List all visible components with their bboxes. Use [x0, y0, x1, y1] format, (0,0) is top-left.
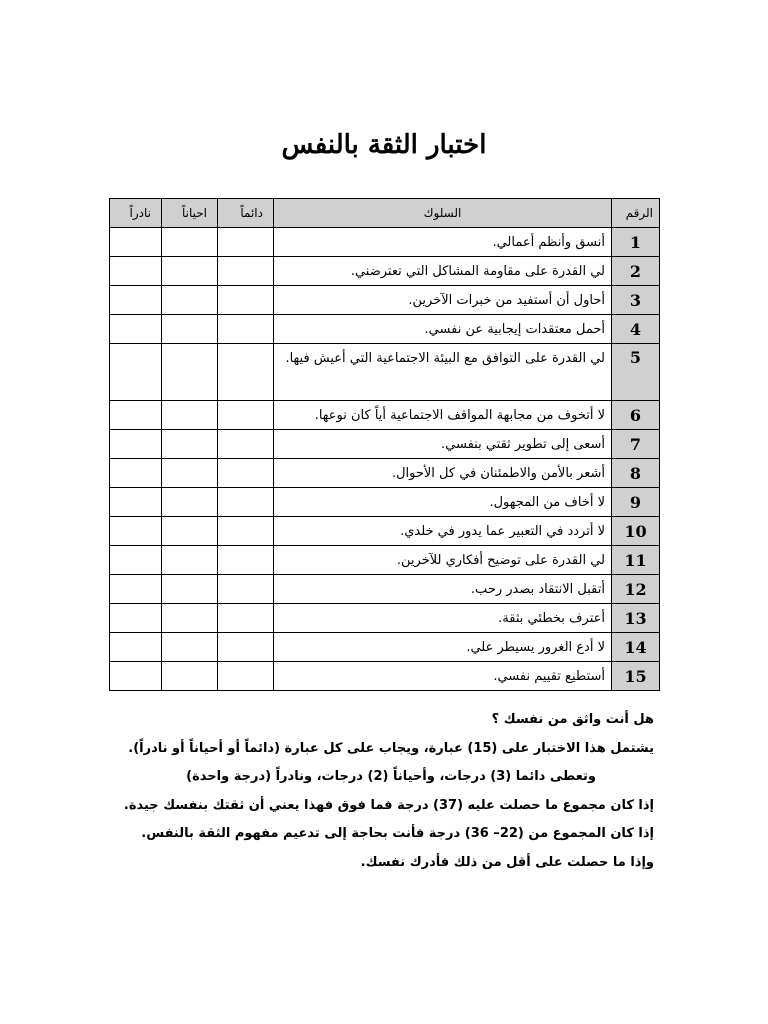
table-row [110, 546, 660, 575]
row-behavior: أسعى إلى تطوير ثقتي بنفسي. [274, 430, 612, 459]
answer-cell-always[interactable] [218, 344, 274, 401]
table-row [110, 344, 660, 401]
row-behavior: أحمل معتقدات إيجابية عن نفسي. [274, 315, 612, 344]
answer-cell-rarely[interactable] [110, 315, 162, 344]
row-number: 7 [612, 430, 660, 459]
answer-cell-rarely[interactable] [110, 604, 162, 633]
answer-cell-sometimes[interactable] [162, 517, 218, 546]
notes-line4: إذا كان المجموع من (22– 36) درجة فأنت بحاجة إلى تدعيم مفهوم الثقة بالنفس. [141, 826, 654, 841]
scoring-notes [94, 706, 654, 877]
answer-cell-sometimes[interactable] [162, 459, 218, 488]
row-behavior: لي القدرة على التوافق مع البيئة الاجتماعية التي أعيش فيها. [274, 344, 612, 401]
answer-cell-sometimes[interactable] [162, 604, 218, 633]
row-number: 9 [612, 488, 660, 517]
table-row [110, 286, 660, 315]
answer-cell-rarely[interactable] [110, 517, 162, 546]
row-number: 6 [612, 401, 660, 430]
table-row [110, 604, 660, 633]
row-number: 3 [612, 286, 660, 315]
answer-cell-sometimes[interactable] [162, 344, 218, 401]
row-number: 11 [612, 546, 660, 575]
table-row [110, 517, 660, 546]
answer-cell-rarely[interactable] [110, 546, 162, 575]
answer-cell-sometimes[interactable] [162, 286, 218, 315]
row-behavior: أعترف بخطئي بثقة. [274, 604, 612, 633]
table-row [110, 430, 660, 459]
row-number: 4 [612, 315, 660, 344]
table-row [110, 488, 660, 517]
answer-cell-sometimes[interactable] [162, 257, 218, 286]
notes-line5: وإذا ما حصلت على أقل من ذلك فأدرك نفسك. [360, 854, 654, 870]
answer-cell-sometimes[interactable] [162, 546, 218, 575]
table-header-row [110, 199, 660, 228]
answer-cell-rarely[interactable] [110, 430, 162, 459]
answer-cell-always[interactable] [218, 546, 274, 575]
answer-cell-rarely[interactable] [110, 257, 162, 286]
answer-cell-always[interactable] [218, 633, 274, 662]
answer-cell-sometimes[interactable] [162, 633, 218, 662]
row-behavior: أنسق وأنظم أعمالي. [274, 228, 612, 257]
table-row [110, 459, 660, 488]
answer-cell-always[interactable] [218, 228, 274, 257]
answer-cell-always[interactable] [218, 575, 274, 604]
row-behavior: أتقبل الانتقاد بصدر رحب. [274, 575, 612, 604]
answer-cell-always[interactable] [218, 257, 274, 286]
page-title: اختبار الثقة بالنفس [281, 130, 487, 160]
answer-cell-rarely[interactable] [110, 228, 162, 257]
answer-cell-always[interactable] [218, 459, 274, 488]
answer-cell-sometimes[interactable] [162, 430, 218, 459]
row-behavior: لا أتخوف من مجابهة المواقف الاجتماعية أياً كان نوعها. [274, 401, 612, 430]
answer-cell-sometimes[interactable] [162, 228, 218, 257]
answer-cell-rarely[interactable] [110, 633, 162, 662]
row-behavior: أشعر بالأمن والاطمئنان في كل الأحوال. [274, 459, 612, 488]
notes-line1: يشتمل هذا الاختبار على (15) عبارة، ويجاب على كل عبارة (دائماً أو أحياناً أو نادراً). [128, 740, 654, 756]
answer-cell-sometimes[interactable] [162, 315, 218, 344]
row-behavior: لا أخاف من المجهول. [274, 488, 612, 517]
answer-cell-rarely[interactable] [110, 488, 162, 517]
table-row [110, 228, 660, 257]
notes-question: هل أنت واثق من نفسك ؟ [491, 712, 654, 727]
answer-cell-rarely[interactable] [110, 401, 162, 430]
answer-cell-sometimes[interactable] [162, 488, 218, 517]
row-number: 12 [612, 575, 660, 604]
table-row [110, 633, 660, 662]
answer-cell-rarely[interactable] [110, 662, 162, 691]
row-number: 14 [612, 633, 660, 662]
answer-cell-sometimes[interactable] [162, 575, 218, 604]
table-row [110, 575, 660, 604]
row-behavior: أحاول أن أستفيد من خبرات الآخرين. [274, 286, 612, 315]
table-row [110, 315, 660, 344]
answer-cell-always[interactable] [218, 662, 274, 691]
table-row [110, 257, 660, 286]
answer-cell-always[interactable] [218, 315, 274, 344]
answer-cell-rarely[interactable] [110, 575, 162, 604]
answer-cell-always[interactable] [218, 488, 274, 517]
answer-cell-rarely[interactable] [110, 344, 162, 401]
row-number: 2 [612, 257, 660, 286]
row-number: 8 [612, 459, 660, 488]
row-behavior: لا أتردد في التعبير عما يدور في خلدي. [274, 517, 612, 546]
answer-cell-always[interactable] [218, 286, 274, 315]
row-number: 13 [612, 604, 660, 633]
answer-cell-rarely[interactable] [110, 459, 162, 488]
answer-cell-always[interactable] [218, 401, 274, 430]
row-number: 1 [612, 228, 660, 257]
answer-cell-always[interactable] [218, 430, 274, 459]
survey-table [109, 198, 660, 691]
answer-cell-always[interactable] [218, 604, 274, 633]
answer-cell-sometimes[interactable] [162, 662, 218, 691]
answer-cell-always[interactable] [218, 517, 274, 546]
row-behavior: لي القدرة على توضيح أفكاري للآخرين. [274, 546, 612, 575]
notes-line3: إذا كان مجموع ما حصلت عليه (37) درجة فما فوق فهذا يعني أن ثقتك بنفسك جيدة. [123, 797, 654, 813]
row-number: 15 [612, 662, 660, 691]
header-rarely: نادراً [110, 199, 162, 228]
table-row [110, 662, 660, 691]
header-sometimes: احياناً [162, 199, 218, 228]
answer-cell-sometimes[interactable] [162, 401, 218, 430]
header-behavior: السلوك [274, 199, 612, 228]
header-always: دائماً [218, 199, 274, 228]
row-number: 5 [612, 344, 660, 401]
row-behavior: لي القدرة على مقاومة المشاكل التي تعترضني. [274, 257, 612, 286]
row-behavior: أستطيع تقييم نفسي. [274, 662, 612, 691]
header-number: الرقم [612, 199, 660, 228]
row-number: 10 [612, 517, 660, 546]
answer-cell-rarely[interactable] [110, 286, 162, 315]
row-behavior: لا أدع الغرور يسيطر علي. [274, 633, 612, 662]
notes-line2: وتعطى دائما (3) درجات، وأحياناً (2) درجات، ونادراً (درجة واحدة) [186, 769, 596, 784]
table-row [110, 401, 660, 430]
